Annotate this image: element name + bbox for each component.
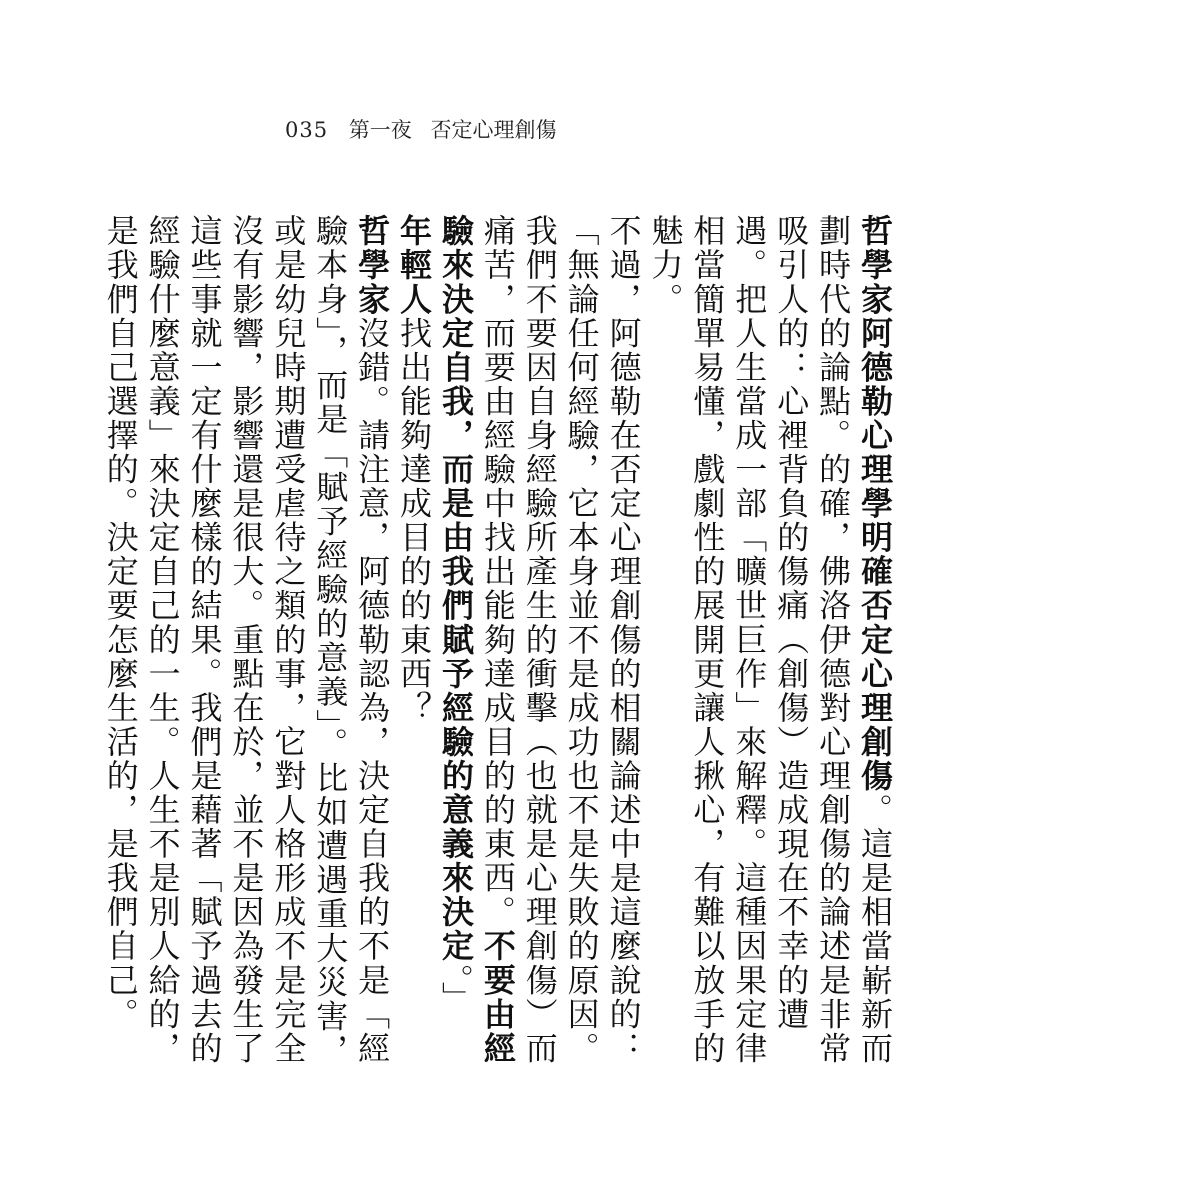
paragraph-philosopher-1: [644, 214, 895, 1094]
paragraph-adler-quote: [434, 214, 644, 1094]
paragraph-text: 。這是相當嶄新而劃時代的論點。的確，佛洛伊德對心理創傷的論述是非常吸引人的：心裡背負的傷痛（創傷）造成現在不幸的遭遇。把人生當成一部「曠世巨作」來解釋。這種因果定律相當簡單易懂，戲劇性的展開更讓人揪心，有難以放手的魅力。: [646, 214, 894, 1066]
paragraph-young-man: [392, 214, 434, 1094]
bold-quote: 不要由經驗來決定自我，而是由我們賦予經驗的意義來決定: [436, 214, 517, 1066]
page-number: 035: [285, 118, 329, 142]
bold-claim: 阿德勒心理學明確否定心理創傷: [856, 316, 894, 793]
speaker-label: 年輕人: [395, 214, 434, 317]
speaker-label: 哲學家: [353, 214, 392, 317]
paragraph-end: 。」: [436, 963, 475, 1016]
paragraph-text: 不過，阿德勒在否定心理創傷的相關論述中是這麼說的：「無論任何經驗，它本身並不是成功也不是失敗的原因。我們不要因自身經驗所產生的衝擊（也就是心理創傷）而痛苦，而要由經驗中找出能夠達成目的的東西。: [478, 214, 643, 1066]
paragraph-text: 沒錯。請注意，阿德勒認為，決定自我的不是「經驗本身」，而是「賦予經驗的意義」。比如遭遇重大災害，或是幼兒時期遭受虐待之類的事，它對人格形成不是完全沒有影響，影響還是很大。重點在於，並不是因為發生了這些事就一定有什麼樣的結果。我們是藉著「賦予過去的經驗什麼意義」來決定自己的一生。人生不是別人給的，是我們自己選擇的。決定要怎麼生活的，是我們自己。: [101, 214, 392, 1068]
running-header: [285, 118, 556, 142]
vertical-text-body: [101, 214, 895, 1094]
paragraph-text: 找出能夠達成目的的東西？: [395, 316, 434, 725]
chapter-title: 否定心理創傷: [430, 118, 557, 142]
speaker-label: 哲學家: [856, 214, 894, 317]
paragraph-philosopher-2: [99, 214, 392, 1094]
chapter-label: 第一夜: [348, 118, 412, 142]
